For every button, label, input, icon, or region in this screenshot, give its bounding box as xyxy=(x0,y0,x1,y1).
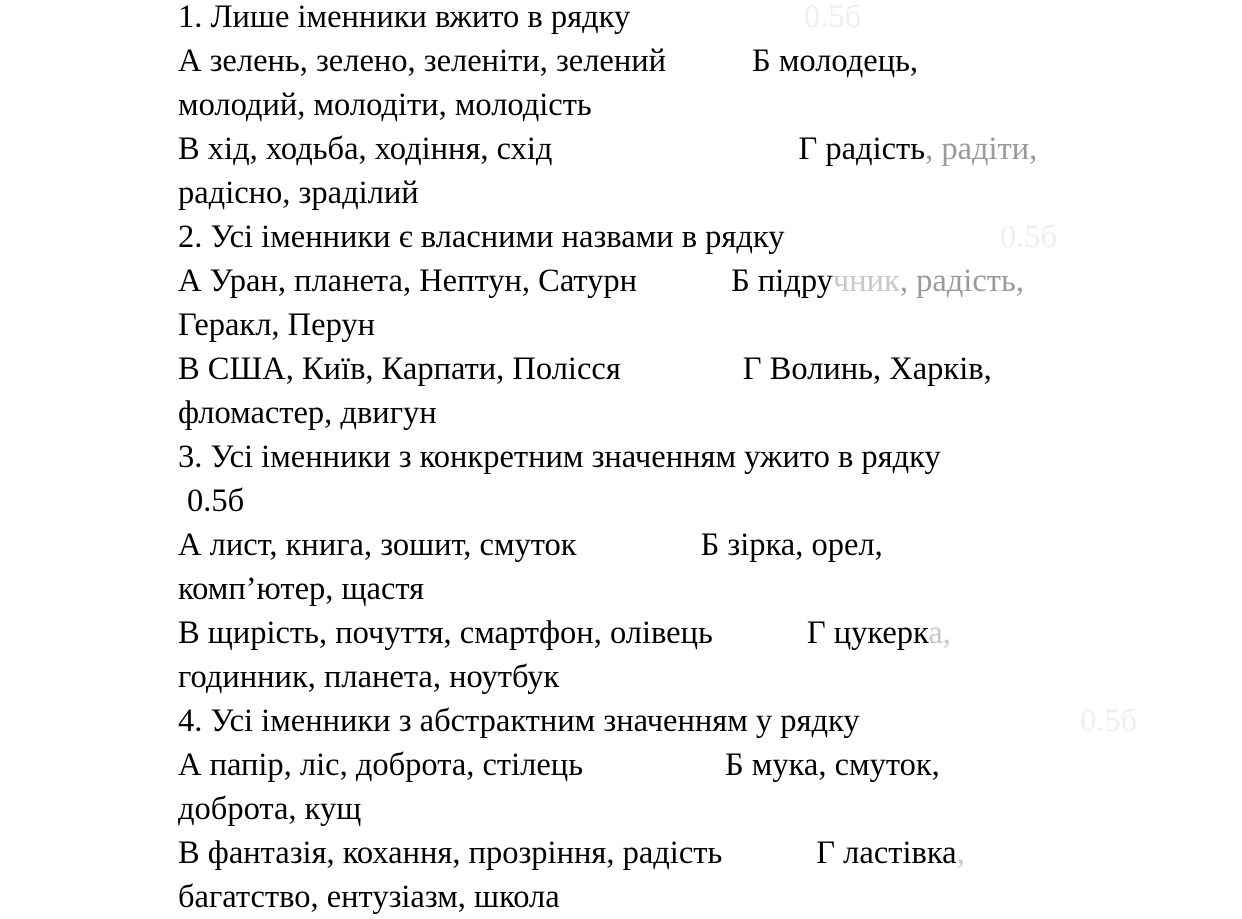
question-3-score-line xyxy=(178,479,1178,523)
question-1-option-d-continued: радісно, зраділий xyxy=(178,175,419,211)
question-3-option-d-continued: годинник, планета, ноутбук xyxy=(178,659,560,695)
question-1-prompt: 1. Лише іменники вжито в рядку xyxy=(178,0,631,35)
question-2-option-d: Г Волинь, Харків, xyxy=(742,351,992,387)
question-3-option-a: А лист, книга, зошит, смуток xyxy=(178,527,577,563)
question-4-option-b: Б мука, смуток, xyxy=(725,747,940,783)
question-1-option-b-continued: молодий, молодіти, молодість xyxy=(178,87,592,123)
question-3-option-d: Г цукерк xyxy=(806,615,929,651)
question-1-option-c: В хід, ходьба, ходіння, схід xyxy=(178,131,553,167)
question-1-options-ab xyxy=(178,39,1178,83)
question-1-option-d: Г радість xyxy=(798,131,926,167)
question-1-option-b: Б молодець, xyxy=(752,43,919,79)
question-3-prompt-line xyxy=(178,435,1178,479)
question-3-options-cd: В щирість, почуття, смартфон, олівець Г цукерка, xyxy=(178,615,951,651)
question-2-option-d-continued: фломастер, двигун xyxy=(178,395,437,431)
question-2-score: 0.5б xyxy=(1000,219,1058,255)
question-2-options-cd xyxy=(178,347,1178,391)
question-1-prompt-line xyxy=(178,0,1178,39)
question-2-option-b-continued: Геракл, Перун xyxy=(178,307,376,343)
question-4-score: 0.5б xyxy=(1080,703,1138,739)
question-3-options-ab xyxy=(178,523,1178,567)
question-2-prompt-line xyxy=(178,215,1178,259)
question-4-option-a: А папір, ліс, доброта, стілець xyxy=(178,747,584,783)
question-4-option-c: В фантазія, кохання, прозріння, радість xyxy=(178,835,723,871)
question-3-option-b: Б зірка, орел, xyxy=(700,527,883,563)
question-1-options-cd: В хід, ходьба, ходіння, схід Г радість, радіти, xyxy=(178,131,1038,167)
question-4-prompt: 4. Усі іменники з абстрактним значенням у рядку xyxy=(178,703,860,739)
question-1-option-a: А зелень, зелено, зеленіти, зелений xyxy=(178,43,667,79)
question-3-prompt: 3. Усі іменники з конкретним значенням ужито в рядку xyxy=(178,439,941,475)
question-4-options-cd: В фантазія, кохання, прозріння, радість Г ластівка, xyxy=(178,835,965,871)
question-2-prompt: 2. Усі іменники є власними назвами в рядку xyxy=(178,219,785,255)
question-2-option-c: В США, Київ, Карпати, Полісся xyxy=(178,351,621,387)
question-4-option-d-continued: багатство, ентузіазм, школа xyxy=(178,879,560,915)
question-2-option-b: Б підручник, радість, xyxy=(731,263,1024,299)
question-3-option-c: В щирість, почуття, смартфон, олівець xyxy=(178,615,713,651)
document-body xyxy=(178,0,1178,919)
question-2-options-ab xyxy=(178,259,1178,303)
question-4-option-b-continued: доброта, кущ xyxy=(178,791,362,827)
question-2-option-a: А Уран, планета, Нептун, Сатурн xyxy=(178,263,638,299)
question-3-option-b-continued: комп’ютер, щастя xyxy=(178,571,425,607)
question-3-score: 0.5б xyxy=(187,483,245,519)
question-4-prompt-line xyxy=(178,699,1178,743)
question-4-options-ab xyxy=(178,743,1178,787)
question-1-score: 0.5б xyxy=(804,0,862,35)
question-4-option-d: Г ластівка xyxy=(816,835,957,871)
